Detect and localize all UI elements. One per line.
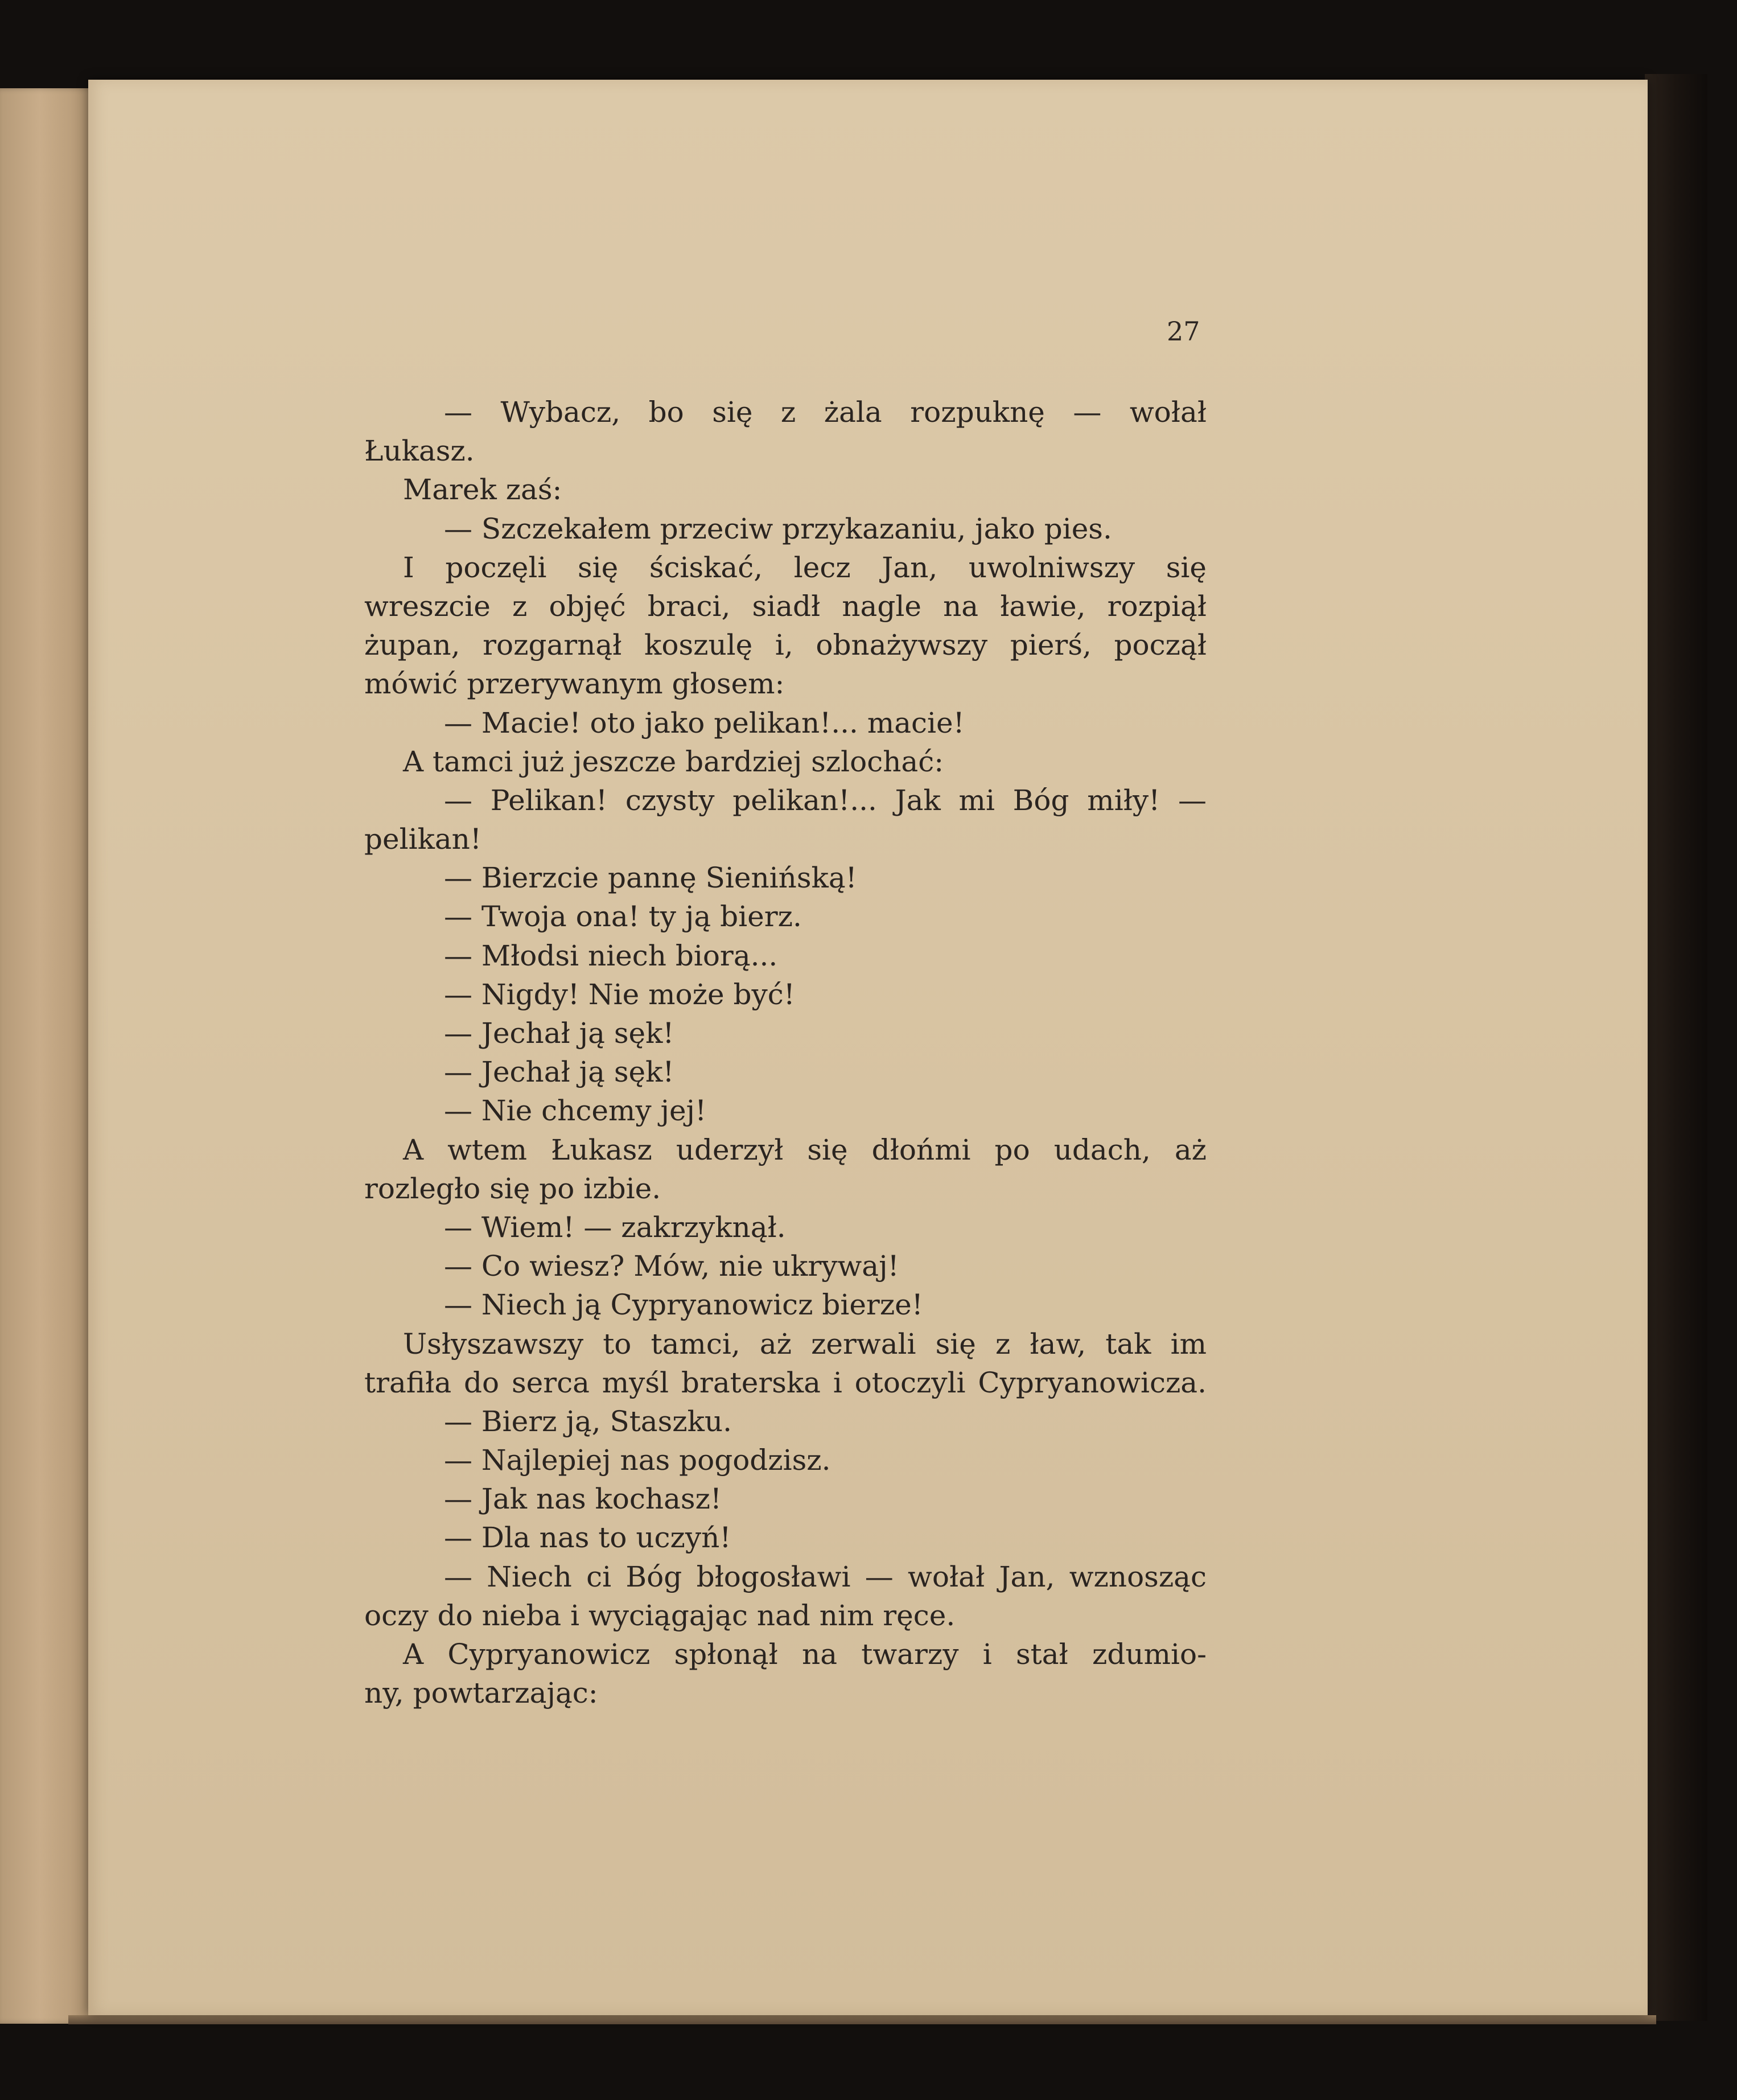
text-line: — Wybacz, bo się z żala rozpuknę — wołał bbox=[444, 396, 1207, 429]
book-cover-edge bbox=[1645, 74, 1707, 2021]
text-line: — Jechał ją sęk! bbox=[444, 1017, 674, 1050]
text-line: wreszcie z objęć braci, siadł nagle na ławie, rozpiął bbox=[364, 589, 1207, 623]
text-line: — Szczekałem przeciw przykazaniu, jako pies. bbox=[444, 512, 1112, 545]
text-line: — Nie chcemy jej! bbox=[444, 1094, 707, 1128]
text-line: — Dla nas to uczyń! bbox=[444, 1521, 731, 1555]
text-line: — Bierz ją, Staszku. bbox=[444, 1404, 732, 1438]
text-line: Łukasz. bbox=[364, 434, 475, 468]
page-text bbox=[364, 393, 1207, 1712]
text-line: ny, powtarzając: bbox=[364, 1676, 598, 1710]
text-line: żupan, rozgarnął koszulę i, obnażywszy pierś, począł bbox=[364, 628, 1207, 662]
text-line: — Macie! oto jako pelikan!... macie! bbox=[444, 706, 965, 739]
text-line: Usłyszawszy to tamci, aż zerwali się z ław, tak im bbox=[403, 1327, 1207, 1361]
text-line: — Wiem! — zakrzyknął. bbox=[444, 1210, 786, 1244]
text-line: A tamci już jeszcze bardziej szlochać: bbox=[403, 745, 944, 778]
text-line: — Jak nas kochasz! bbox=[444, 1482, 722, 1516]
text-line: A wtem Łukasz uderzył się dłońmi po udach, aż bbox=[403, 1133, 1207, 1166]
page-bottom-edge bbox=[68, 2015, 1656, 2024]
page-number: 27 bbox=[1167, 316, 1200, 347]
text-line: oczy do nieba i wyciągając nad nim ręce. bbox=[364, 1598, 956, 1632]
text-line: — Jechał ją sęk! bbox=[444, 1055, 674, 1089]
text-line: — Bierzcie pannę Sienińską! bbox=[444, 861, 857, 895]
text-line: — Najlepiej nas pogodzisz. bbox=[444, 1444, 831, 1477]
text-line: — Niech ci Bóg błogosławi — wołał Jan, wznosząc bbox=[444, 1560, 1207, 1593]
text-line: I poczęli się ściskać, lecz Jan, uwolniwszy się bbox=[403, 550, 1207, 584]
text-line: trafiła do serca myśl braterska i otoczyli Cypryanowicza. bbox=[364, 1366, 1207, 1399]
text-line: — Pelikan! czysty pelikan!... Jak mi Bóg miły! — bbox=[444, 783, 1207, 817]
text-line: pelikan! bbox=[364, 823, 481, 856]
text-line: — Co wiesz? Mów, nie ukrywaj! bbox=[444, 1250, 899, 1283]
text-line: A Cypryanowicz spłonął na twarzy i stał zdumio- bbox=[403, 1638, 1207, 1671]
text-line: — Niech ją Cypryanowicz bierze! bbox=[444, 1288, 923, 1322]
text-line: — Twoja ona! ty ją bierz. bbox=[444, 900, 802, 934]
text-line: mówić przerywanym głosem: bbox=[364, 667, 785, 701]
text-line: rozległo się po izbie. bbox=[364, 1172, 661, 1205]
left-page-edge bbox=[0, 88, 100, 2024]
text-line: — Nigdy! Nie może być! bbox=[444, 977, 795, 1011]
text-line: Marek zaś: bbox=[403, 473, 562, 507]
text-line: — Młodsi niech biorą... bbox=[444, 939, 778, 972]
